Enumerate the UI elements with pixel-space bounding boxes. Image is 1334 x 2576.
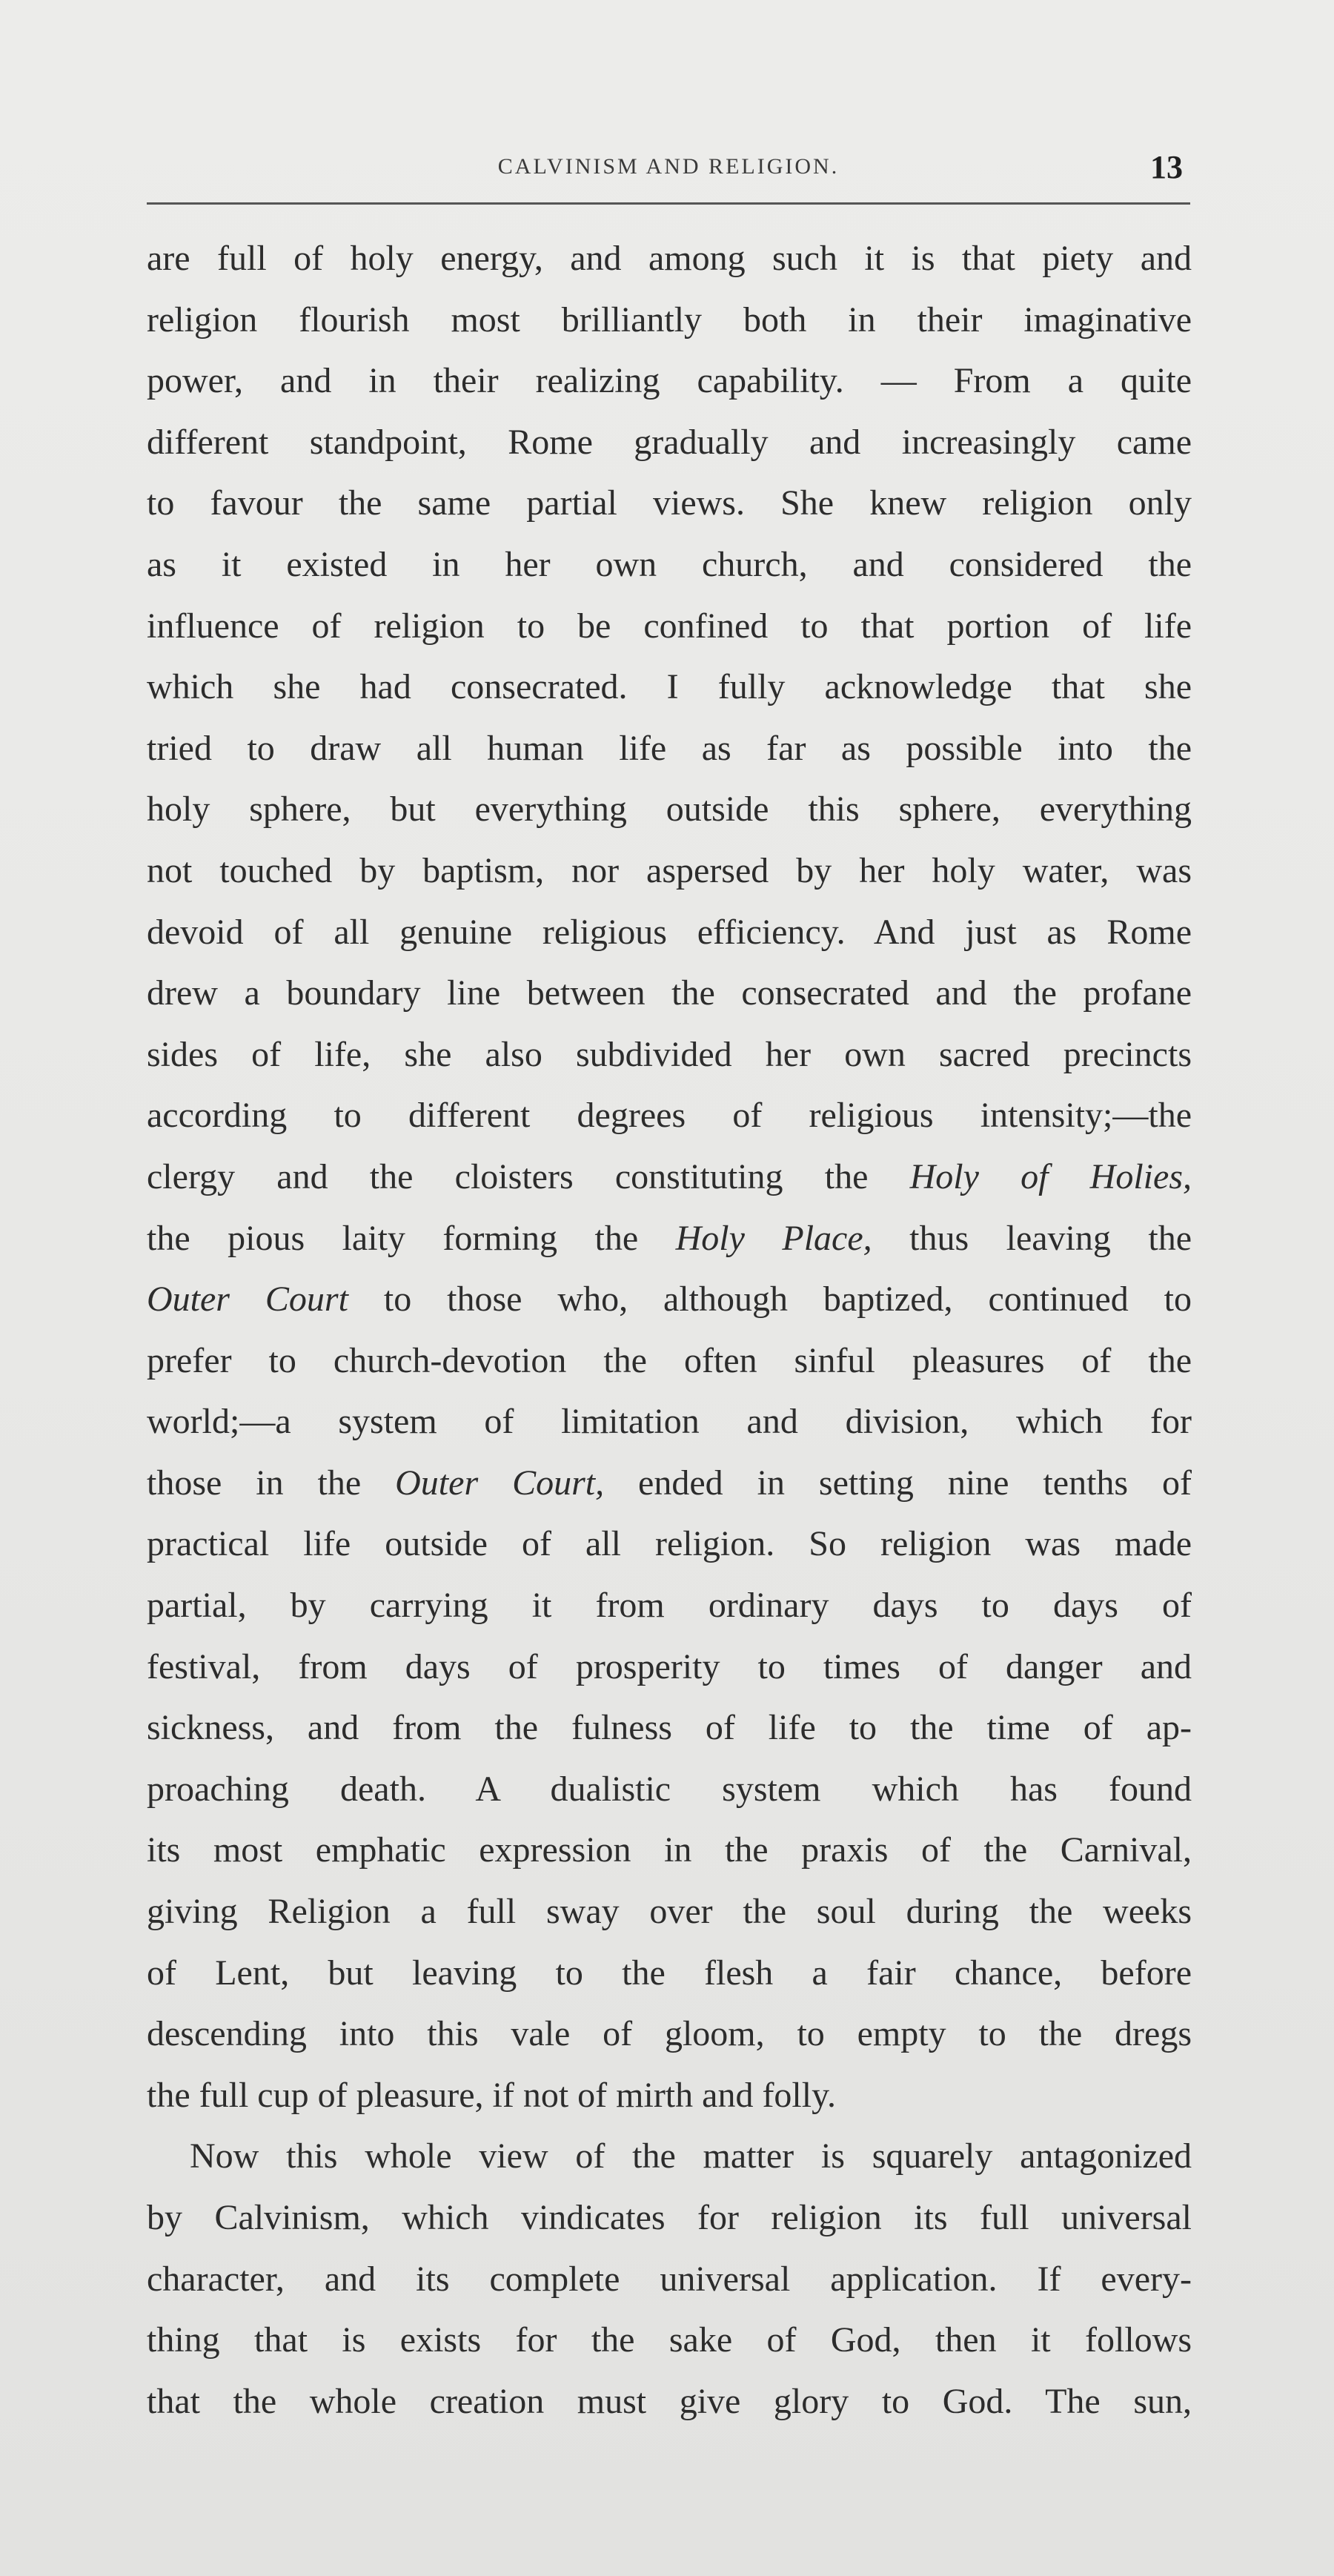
italic-text: Outer Court, — [395, 1463, 605, 1503]
text-segment: proaching death. A dualistic system which has found — [147, 1769, 1192, 1809]
text-line — [147, 902, 1192, 964]
page-number: 13 — [1150, 149, 1183, 185]
text-segment: giving Religion a full sway over the soul during the weeks — [147, 1892, 1192, 1932]
text-segment: devoid of all genuine religious efficiency. And just as Rome — [147, 912, 1192, 952]
text-segment: world;—a system of limitation and division, which for — [147, 1402, 1192, 1442]
text-segment: power, and in their realizing capability. — From a quite — [147, 361, 1192, 401]
italic-text: Holy of Holies, — [909, 1156, 1192, 1196]
text-segment: festival, from days of prosperity to times of danger and — [147, 1646, 1192, 1686]
text-line — [147, 2371, 1192, 2433]
text-segment: those in the — [147, 1463, 396, 1503]
text-line — [147, 2310, 1192, 2371]
body-text — [147, 228, 1192, 2432]
text-line — [147, 1943, 1192, 2004]
text-segment: by Calvinism, which vindicates for religion its full universal — [147, 2198, 1192, 2237]
text-segment: the pious laity forming the — [147, 1218, 676, 1258]
text-line — [147, 2065, 1192, 2127]
text-segment: thing that is exists for the sake of God, then it follows — [147, 2320, 1192, 2360]
text-segment: that the whole creation must give glory to God. The sun, — [147, 2381, 1192, 2421]
text-segment: partial, by carrying it from ordinary days to days of — [147, 1586, 1192, 1626]
text-line — [147, 2126, 1192, 2188]
text-line — [147, 1147, 1192, 1208]
text-segment: Now this whole view of the matter is squarely antagonized — [190, 2136, 1192, 2176]
text-segment: holy sphere, but everything outside this sphere, everything — [147, 789, 1192, 830]
text-segment: practical life outside of all religion. So religion was made — [147, 1524, 1192, 1564]
text-segment: drew a boundary line between the consecrated and the profane — [147, 973, 1192, 1013]
text-line — [147, 534, 1192, 596]
text-line — [147, 1575, 1192, 1637]
text-line — [147, 1269, 1192, 1331]
text-line — [147, 1759, 1192, 1821]
text-line — [147, 841, 1192, 902]
text-segment: are full of holy energy, and among such it is that piety and — [147, 239, 1192, 278]
text-line — [147, 596, 1192, 658]
text-segment: religion flourish most brilliantly both in their imaginative — [147, 299, 1192, 340]
text-line — [147, 963, 1192, 1024]
text-segment: its most emphatic expression in the praxis of the Carnival, — [147, 1830, 1192, 1870]
text-line — [147, 1024, 1192, 1086]
text-segment: descending into this vale of gloom, to empty to the dregs — [147, 2014, 1192, 2054]
text-segment: thus leaving the — [872, 1218, 1192, 1258]
text-line — [147, 1331, 1192, 1392]
text-segment: prefer to church-devotion the often sinful pleasures of the — [147, 1340, 1192, 1380]
text-line — [147, 1391, 1192, 1453]
text-line — [147, 1085, 1192, 1147]
text-segment: influence of religion to be confined to that portion of life — [147, 606, 1192, 646]
text-line — [147, 290, 1192, 351]
text-segment: the full cup of pleasure, if not of mirth and folly. — [147, 2075, 836, 2115]
text-line — [147, 1208, 1192, 1270]
text-segment: of Lent, but leaving to the flesh a fair chance, before — [147, 1953, 1192, 1993]
text-segment: not touched by baptism, nor aspersed by her holy water, was — [147, 850, 1192, 890]
text-segment: which she had consecrated. I fully acknowledge that she — [147, 667, 1192, 707]
text-line — [147, 473, 1192, 534]
text-line — [147, 1453, 1192, 1514]
text-line — [147, 1637, 1192, 1698]
text-segment: as it existed in her own church, and considered the — [147, 544, 1192, 584]
text-segment: different standpoint, Rome gradually and increasingly came — [147, 422, 1192, 462]
text-segment: clergy and the cloisters constituting the — [147, 1156, 910, 1196]
text-line — [147, 657, 1192, 718]
text-line — [147, 779, 1192, 841]
text-line — [147, 351, 1192, 412]
text-line — [147, 412, 1192, 474]
running-header — [147, 148, 1190, 193]
text-line — [147, 1820, 1192, 1881]
header-rule — [147, 202, 1190, 205]
text-segment: sickness, and from the fulness of life to the time of ap- — [147, 1708, 1192, 1748]
running-title: CALVINISM AND RELIGION. — [497, 154, 840, 179]
text-segment: character, and its complete universal application. If every- — [147, 2259, 1192, 2299]
text-line — [147, 1514, 1192, 1575]
text-line — [147, 718, 1192, 780]
text-line — [147, 2249, 1192, 2311]
text-line — [147, 228, 1192, 290]
text-segment: to favour the same partial views. She knew religion only — [147, 483, 1192, 523]
text-segment: to those who, although baptized, continued to — [348, 1279, 1192, 1320]
text-segment: according to different degrees of religious intensity;—the — [147, 1096, 1192, 1136]
italic-text: Holy Place, — [675, 1218, 872, 1258]
text-line — [147, 2188, 1192, 2249]
text-line — [147, 2004, 1192, 2065]
text-segment: tried to draw all human life as far as possible into the — [147, 728, 1192, 768]
italic-text: Outer Court — [147, 1279, 348, 1320]
text-line — [147, 1881, 1192, 1943]
text-segment: ended in setting nine tenths of — [604, 1463, 1192, 1503]
text-line — [147, 1698, 1192, 1759]
text-segment: sides of life, she also subdivided her own sacred precincts — [147, 1034, 1192, 1074]
